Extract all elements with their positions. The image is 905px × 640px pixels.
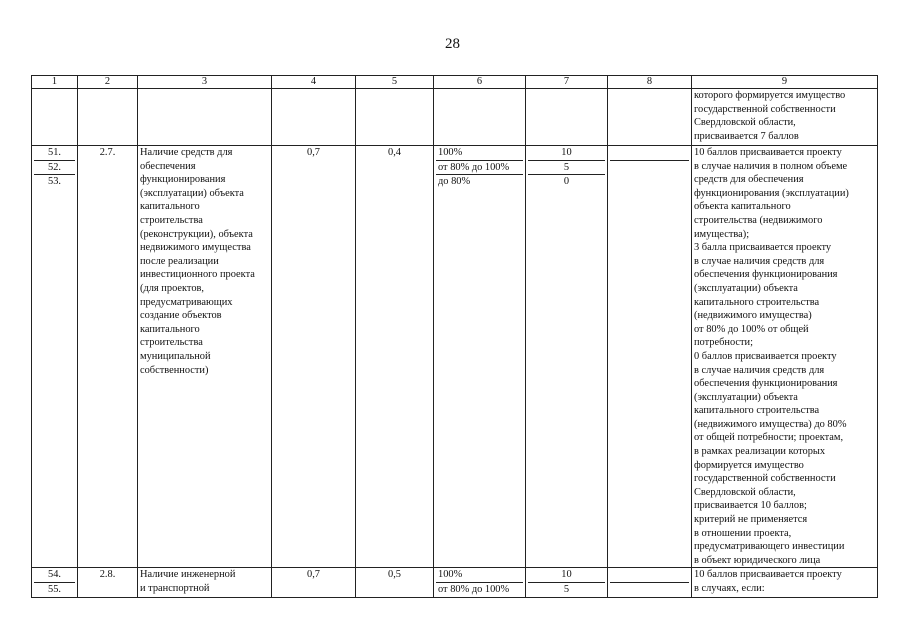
scoring-description: которого формируется имущество государственной собственности Свердловской области, присваивается 7 баллов	[692, 89, 878, 146]
column-header: 1	[32, 76, 78, 89]
empty-subcell	[610, 583, 689, 597]
criteria-table	[31, 75, 878, 598]
column-header: 6	[434, 76, 526, 89]
empty-cell	[32, 89, 78, 146]
empty-cell	[434, 89, 526, 146]
score-values	[526, 568, 608, 597]
column-header: 5	[356, 76, 434, 89]
column-header: 3	[138, 76, 272, 89]
score-value: 5	[563, 584, 570, 595]
row-number: 54.	[34, 568, 75, 583]
option-value: 100%	[436, 146, 523, 161]
row-number: 55.	[48, 584, 61, 595]
score-value: 10	[528, 568, 605, 583]
empty-cell	[608, 146, 692, 568]
weight-value: 0,7	[272, 568, 356, 597]
score-values	[526, 146, 608, 568]
row-number: 51.	[34, 146, 75, 161]
weight-value: 0,5	[356, 568, 434, 597]
option-value: от 80% до 100%	[436, 161, 523, 176]
empty-cell	[608, 89, 692, 146]
table-row-2-7	[32, 146, 878, 568]
column-header: 4	[272, 76, 356, 89]
table-row-2-8	[32, 568, 878, 597]
continuation-row	[32, 89, 878, 146]
column-number-row	[32, 76, 878, 89]
criterion-name: Наличие инженерной и транспортной	[138, 568, 272, 597]
row-number: 53.	[48, 176, 61, 188]
score-value: 5	[528, 161, 605, 176]
option-value: до 80%	[438, 176, 471, 188]
column-header: 2	[78, 76, 138, 89]
column-header: 7	[526, 76, 608, 89]
column-header: 8	[608, 76, 692, 89]
empty-cell	[138, 89, 272, 146]
section-number: 2.8.	[78, 568, 138, 597]
empty-cell	[608, 568, 692, 597]
weight-value: 0,4	[356, 146, 434, 568]
empty-subcell	[610, 568, 689, 583]
row-number: 52.	[34, 161, 75, 176]
option-value: от 80% до 100%	[438, 584, 510, 595]
option-values	[434, 568, 526, 597]
row-numbers	[32, 146, 78, 568]
empty-cell	[78, 89, 138, 146]
scoring-description: 10 баллов присваивается проекту в случае наличия в полном объеме средств для обеспечения функционирования (эксплуатации) объекта капитального строительства (недвижимого имущества); 3 балла присваивается проекту в случае наличия средств для обеспечения функционирования (эксплуатации) объекта капитального строительства (недвижимого имущества) от 80% до 100% от общей потребности; 0 баллов присваивается проекту в случае наличия средств для обеспечения функционирования (эксплуатации) объекта капитального строительства (недвижимого имущества) до 80% от общей потребности; проектам, в рамках реализации которых формируется имущество государственной собственности Свердловской области, присваивается 10 баллов; критерий не применяется в отношении проекта, предусматривающего инвестиции в объект юридического лица	[692, 146, 878, 568]
score-value: 0	[563, 176, 570, 188]
page-number: 28	[445, 36, 460, 52]
weight-value: 0,7	[272, 146, 356, 568]
empty-cell	[272, 89, 356, 146]
score-value: 10	[528, 146, 605, 161]
criterion-name: Наличие средств для обеспечения функционирования (эксплуатации) объекта капитального строительства (реконструкции), объекта недвижимого имущества после реализации инвестиционного проекта (для проектов, предусматривающих создание объектов капитального строительства муниципальной собственности)	[138, 146, 272, 568]
option-value: 100%	[436, 568, 523, 583]
option-values	[434, 146, 526, 568]
scoring-description: 10 баллов присваивается проекту в случаях, если:	[692, 568, 878, 597]
empty-cell	[356, 89, 434, 146]
column-header: 9	[692, 76, 878, 89]
empty-subcell	[610, 161, 689, 175]
section-number: 2.7.	[78, 146, 138, 568]
empty-subcell	[610, 146, 689, 161]
row-numbers	[32, 568, 78, 597]
empty-cell	[526, 89, 608, 146]
